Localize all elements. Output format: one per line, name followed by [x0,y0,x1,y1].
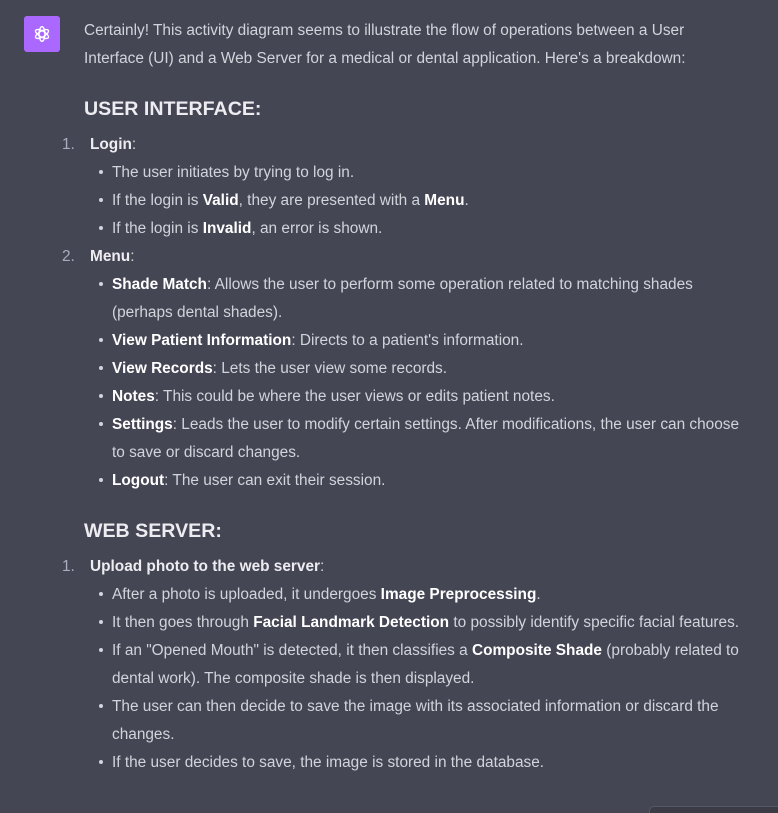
bullet: View Records: Lets the user view some records. [90,355,752,383]
list-item-menu [62,243,752,495]
item-title: Menu [90,248,131,265]
item-title: Login [90,136,132,153]
bullet: Shade Match: Allows the user to perform some operation related to matching shades (perhaps dental shades). [90,271,752,327]
chatgpt-logo-icon [31,23,53,45]
web-server-heading: WEB SERVER: [84,520,222,542]
list-number: 1. [62,136,75,153]
list-item-login [62,131,752,243]
bullet: If an "Opened Mouth" is detected, it then classifies a Composite Shade (probably related to dental work). The composite shade is then displayed. [90,637,752,693]
login-bullets [90,159,752,243]
upload-bullets [90,581,752,777]
bullet: If the login is Invalid, an error is shown. [90,215,752,243]
input-box-corner [649,806,778,813]
menu-bullets [90,271,752,495]
list-number: 1. [62,558,75,575]
web-server-list [62,553,752,777]
user-interface-list [62,131,752,495]
bullet: Settings: Leads the user to modify certain settings. After modifications, the user can choose to save or discard changes. [90,411,752,467]
bullet: If the login is Valid, they are presented with a Menu. [90,187,752,215]
bullet: It then goes through Facial Landmark Detection to possibly identify specific facial features. [90,609,752,637]
item-colon: : [130,248,135,265]
assistant-avatar [24,16,60,52]
list-number: 2. [62,248,75,265]
assistant-message [62,17,744,777]
bullet: The user initiates by trying to log in. [90,159,752,187]
bullet: Logout: The user can exit their session. [90,467,752,495]
user-interface-heading: USER INTERFACE: [84,98,262,120]
bullet: After a photo is uploaded, it undergoes Image Preprocessing. [90,581,752,609]
bullet: The user can then decide to save the image with its associated information or discard the changes. [90,693,752,749]
bullet: View Patient Information: Directs to a patient's information. [90,327,752,355]
intro-paragraph: Certainly! This activity diagram seems to illustrate the flow of operations between a User Interface (UI) and a Web Server for a medical or dental application. Here's a breakdown: [84,22,686,67]
item-title: Upload photo to the web server [90,558,321,575]
item-colon: : [131,136,137,153]
bullet: Notes: This could be where the user views or edits patient notes. [90,383,752,411]
list-item-upload [62,553,752,777]
bullet: If the user decides to save, the image is stored in the database. [90,749,752,777]
item-colon: : [320,558,325,575]
